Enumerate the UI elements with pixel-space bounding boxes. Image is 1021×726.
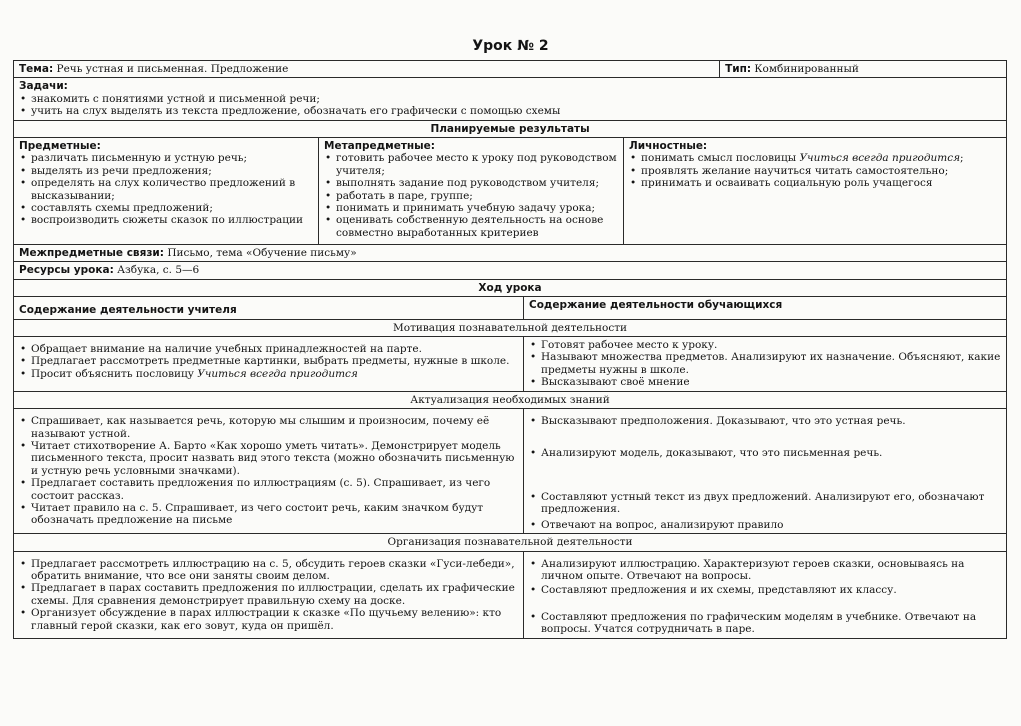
interdisciplinary-label: Межпредметные связи: xyxy=(19,247,164,260)
resources-value: Азбука, с. 5—6 xyxy=(117,264,200,277)
list-item: • Обращает внимание на наличие учебных принадлежностей на парте. xyxy=(19,343,518,355)
students-activity-cell xyxy=(524,551,1007,638)
planned-results-header: Планируемые результаты xyxy=(14,120,1007,137)
list-item: • Анализируют модель, доказывают, что это письменная речь. xyxy=(529,447,1001,459)
list-item: • работать в паре, группе; xyxy=(324,190,618,202)
meta-list xyxy=(324,152,618,239)
teacher-activity-cell xyxy=(14,551,524,638)
stage-header-motivation: Мотивация познавательной деятельности xyxy=(14,319,1007,336)
teacher-activity-list xyxy=(19,415,518,527)
students-activity-list xyxy=(529,339,1001,389)
topic-label: Тема: xyxy=(19,63,54,75)
teacher-activity-cell xyxy=(14,409,524,534)
list-item: • выделять из речи предложения; xyxy=(19,165,313,177)
list-item: • Организует обсуждение в парах иллюстрации к сказке «По щучьему велению»: кто главный герой сказки, как его зовут, куда он пришёл. xyxy=(19,607,518,632)
list-item: • Спрашивает, как называется речь, которую мы слышим и произносим, почему её называют устной. xyxy=(19,415,518,440)
list-item: • Предлагает рассмотреть иллюстрацию на с. 5, обсудить героев сказки «Гуси-лебеди», обратить внимание, что все они заняты своим делом. xyxy=(19,558,518,583)
list-item: • понимать и принимать учебную задачу урока; xyxy=(324,202,618,214)
stage-header-actualization: Актуализация необходимых знаний xyxy=(14,391,1007,408)
topic-value: Речь устная и письменная. Предложение xyxy=(56,63,289,75)
list-item: • воспроизводить сюжеты сказок по иллюстрации xyxy=(19,214,313,226)
lesson-plan-table xyxy=(13,60,1007,639)
list-item: • Читает правило на с. 5. Спрашивает, из чего состоит речь, каким значком будут обозначать предложение на письме xyxy=(19,502,518,527)
list-item: • оценивать собственную деятельность на основе совместно выработанных критериев xyxy=(324,214,618,239)
students-activity-list xyxy=(529,415,1001,531)
tasks-label: Задачи: xyxy=(19,80,68,93)
meta-label: Метапредметные: xyxy=(324,140,435,153)
list-item: • готовить рабочее место к уроку под руководством учителя; xyxy=(324,152,618,177)
tasks-cell xyxy=(14,78,1007,120)
list-item xyxy=(19,368,518,380)
list-item: • составлять схемы предложений; xyxy=(19,202,313,214)
subject-label: Предметные: xyxy=(19,140,101,153)
proverb-text: Учиться всегда пригодится xyxy=(799,152,961,165)
item-tail: ; xyxy=(960,152,964,165)
topic-cell xyxy=(14,61,720,78)
type-cell xyxy=(720,61,1007,78)
lesson-title: Урок № 2 xyxy=(472,38,549,54)
teacher-activity-list xyxy=(19,558,518,632)
proverb-text: Учиться всегда пригодится xyxy=(197,367,358,380)
interdisciplinary-value: Письмо, тема «Обучение письму» xyxy=(167,247,357,260)
lesson-flow-header: Ход урока xyxy=(14,279,1007,296)
students-activity-cell xyxy=(524,337,1007,392)
item-text: понимать смысл пословицы xyxy=(641,152,800,165)
list-item: • Называют множества предметов. Анализируют их назначение. Объясняют, какие предметы нужны в школе. xyxy=(529,351,1001,376)
list-item: • различать письменную и устную речь; xyxy=(19,152,313,164)
list-item: • принимать и осваивать социальную роль учащегося xyxy=(629,177,1001,189)
list-item: • Составляют предложения и их схемы, представляют их классу. xyxy=(529,584,1001,596)
subject-results-cell xyxy=(14,138,319,245)
list-item: • определять на слух количество предложений в высказывании; xyxy=(19,177,313,202)
item-text: Просит объяснить пословицу xyxy=(31,367,198,380)
type-label: Тип: xyxy=(725,63,752,75)
list-item: • выполнять задание под руководством учителя; xyxy=(324,177,618,189)
list-item: • Составляют предложения по графическим моделям в учебнике. Отвечают на вопросы. Учатся сотрудничать в паре. xyxy=(529,611,1001,636)
list-item: • проявлять желание научиться читать самостоятельно; xyxy=(629,165,1001,177)
teacher-activity-cell xyxy=(14,337,524,392)
list-item: • Высказывают предположения. Доказывают, что это устная речь. xyxy=(529,415,1001,427)
students-column-header: Содержание деятельности обучающихся xyxy=(524,297,1007,319)
list-item: • Готовят рабочее место к уроку. xyxy=(529,339,1001,351)
list-item: • Высказывают своё мнение xyxy=(529,376,1001,388)
list-item: • Предлагает рассмотреть предметные картинки, выбрать предметы, нужные в школе. xyxy=(19,355,518,367)
list-item: • Читает стихотворение А. Барто «Как хорошо уметь читать». Демонстрирует модель письменного текста, просит назвать вид этого текста (можно обозначить письменную и устную речь условными значками). xyxy=(19,440,518,477)
teacher-column-header: Содержание деятельности учителя xyxy=(14,297,524,319)
list-item: • Отвечают на вопрос, анализируют правило xyxy=(529,519,1001,531)
teacher-activity-list xyxy=(19,343,518,380)
resources-cell xyxy=(14,262,1007,279)
personal-list xyxy=(629,152,1001,189)
list-item: • Анализируют иллюстрацию. Характеризуют героев сказки, основываясь на личном опыте. Отвечают на вопросы. xyxy=(529,558,1001,583)
students-activity-cell xyxy=(524,409,1007,534)
type-value: Комбинированный xyxy=(754,63,859,75)
students-activity-list xyxy=(529,558,1001,636)
list-item: • знакомить с понятиями устной и письменной речи; xyxy=(19,93,1001,105)
interdisciplinary-cell xyxy=(14,245,1007,262)
list-item xyxy=(629,152,1001,164)
personal-results-cell xyxy=(624,138,1007,245)
list-item: • учить на слух выделять из текста предложение, обозначать его графически с помощью схемы xyxy=(19,105,1001,117)
tasks-list xyxy=(19,93,1001,118)
personal-label: Личностные: xyxy=(629,140,708,153)
meta-results-cell xyxy=(319,138,624,245)
subject-list xyxy=(19,152,313,226)
resources-label: Ресурсы урока: xyxy=(19,264,114,277)
stage-header-organization: Организация познавательной деятельности xyxy=(14,534,1007,551)
list-item: • Составляют устный текст из двух предложений. Анализируют его, обозначают предложения. xyxy=(529,491,1001,516)
list-item: • Предлагает составить предложения по иллюстрациям (с. 5). Спрашивает, из чего состоит рассказ. xyxy=(19,477,518,502)
list-item: • Предлагает в парах составить предложения по иллюстрации, сделать их графические схемы. Для сравнения демонстрирует правильную схему на доске. xyxy=(19,582,518,607)
